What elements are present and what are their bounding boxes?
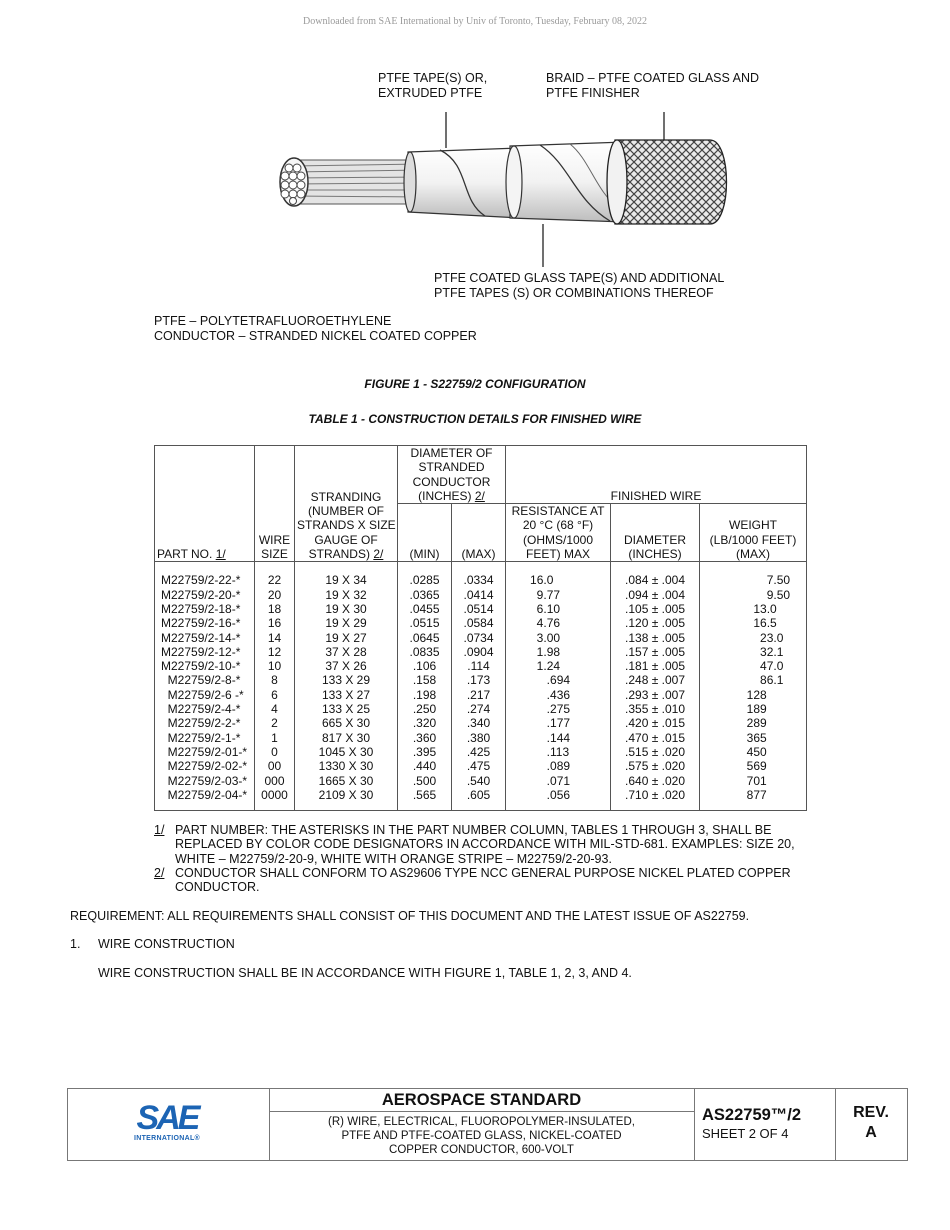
document-number: AS22759™/2 [702, 1106, 802, 1124]
section-title: WIRE CONSTRUCTION [98, 937, 235, 951]
header-diameter-group: DIAMETER OF STRANDED CONDUCTOR (INCHES) 2/ [398, 446, 506, 504]
callout-braid: BRAID – PTFE COATED GLASS AND PTFE FINISHER [546, 71, 760, 100]
header-part-no: PART NO. 1/ [155, 446, 255, 562]
column-weight: 7.50 9.50 13.0 16.5 23.0 32.1 47.0 86.1 128 189 289 365 450 569 701 877 [700, 562, 807, 811]
callout-glass-tape: PTFE COATED GLASS TAPE(S) AND ADDITIONAL PTFE TAPES (S) OR COMBINATIONS THEREOF [434, 271, 725, 300]
section-number: 1. [70, 937, 81, 951]
note-2: 2/ CONDUCTOR SHALL CONFORM TO AS29606 TYPE NCC GENERAL PURPOSE NICKEL PLATED COPPER CONDUCTOR. [154, 866, 791, 895]
header-min: (MIN) [398, 504, 452, 562]
section-body: WIRE CONSTRUCTION SHALL BE IN ACCORDANCE WITH FIGURE 1, TABLE 1, 2, 3, AND 4. [98, 966, 632, 980]
column-stranding: 19 X 34 19 X 32 19 X 30 19 X 29 19 X 27 37 X 28 37 X 26 133 X 29 133 X 27 133 X 25 665 X 30 817 X 30 1045 X 30 1330 X 30 1665 X 30 2109 X 30 [295, 562, 398, 811]
header-diameter: DIAMETER (INCHES) [611, 504, 700, 562]
column-resistance: 16.0 9.77 6.10 4.76 3.00 1.98 1.24 .694 .436 .275 .177 .144 .113 .089 .071 .056 [506, 562, 611, 811]
column-part-no: M22759/2-22-* M22759/2-20-* M22759/2-18-* M22759/2-16-* M22759/2-14-* M22759/2-12-* M22759/2-10-* M22759/2-8-* M22759/2-6 -* M22759/2-4-* M22759/2-2-* M22759/2-1-* M22759/2-01-* M22759/2-02-* M22759/2-03-* M22759/2-04-* [155, 562, 255, 811]
header-stranding: STRANDING (NUMBER OF STRANDS X SIZE GAUGE OF STRANDS) 2/ [295, 446, 398, 562]
header-resistance: RESISTANCE AT 20 °C (68 °F) (OHMS/1000 FEET) MAX [506, 504, 611, 562]
column-diameter: .084 ± .004 .094 ± .004 .105 ± .005 .120 ± .005 .138 ± .005 .157 ± .005 .181 ± .005 .248 ± .007 .293 ± .007 .355 ± .010 .420 ± .015 .470 ± .015 .515 ± .020 .575 ± .020 .640 ± .020 .710 ± .020 [611, 562, 700, 811]
figure-legend: PTFE – POLYTETRAFLUOROETHYLENE CONDUCTOR – STRANDED NICKEL COATED COPPER [154, 314, 477, 343]
ptfe-tape-layer [404, 148, 520, 218]
wire-illustration [270, 110, 740, 270]
table-caption: TABLE 1 - CONSTRUCTION DETAILS FOR FINISHED WIRE [308, 412, 642, 426]
construction-table [154, 445, 807, 811]
braid-layer [607, 140, 727, 224]
sheet-number: SHEET 2 OF 4 [702, 1126, 789, 1141]
download-notice: Downloaded from SAE International by Univ of Toronto, Tuesday, February 08, 2022 [303, 16, 647, 27]
column-wire-size: 22 20 18 16 14 12 10 8 6 4 2 1 0 00 000 0000 [255, 562, 295, 811]
header-finished-wire: FINISHED WIRE [506, 446, 807, 504]
conductor-strands [280, 158, 422, 206]
sae-logo: SAE INTERNATIONAL® [133, 1099, 200, 1142]
requirement-text: REQUIREMENT: ALL REQUIREMENTS SHALL CONSIST OF THIS DOCUMENT AND THE LATEST ISSUE OF AS22759. [70, 909, 750, 923]
callout-ptfe-tape: PTFE TAPE(S) OR, EXTRUDED PTFE [378, 71, 488, 100]
figure-caption: FIGURE 1 - S22759/2 CONFIGURATION [364, 377, 586, 391]
standard-type: AEROSPACE STANDARD [381, 1091, 582, 1109]
revision: REV. A [853, 1104, 889, 1141]
header-wire-size: WIRE SIZE [255, 446, 295, 562]
note-1: 1/ PART NUMBER: THE ASTERISKS IN THE PART NUMBER COLUMN, TABLES 1 THROUGH 3, SHALL BE REPLACED BY COLOR CODE DESIGNATORS IN ACCORDANCE WITH MIL-STD-681. EXAMPLES: SIZE 20, WHITE – M22759/2-20-9, WHITE WITH ORANGE STRIPE – M22759/2-20-93. [154, 823, 795, 866]
header-weight: WEIGHT (LB/1000 FEET) (MAX) [700, 504, 807, 562]
column-min: .0285 .0365 .0455 .0515 .0645 .0835 .106 .158 .198 .250 .320 .360 .395 .440 .500 .565 [398, 562, 452, 811]
column-max: .0334 .0414 .0514 .0584 .0734 .0904 .114 .173 .217 .274 .340 .380 .425 .475 .540 .605 [452, 562, 506, 811]
header-max: (MAX) [452, 504, 506, 562]
title-block [67, 1088, 908, 1161]
document-description: (R) WIRE, ELECTRICAL, FLUOROPOLYMER-INSULATED, PTFE AND PTFE-COATED GLASS, NICKEL-COATED COPPER CONDUCTOR, 600-VOLT [328, 1116, 635, 1156]
